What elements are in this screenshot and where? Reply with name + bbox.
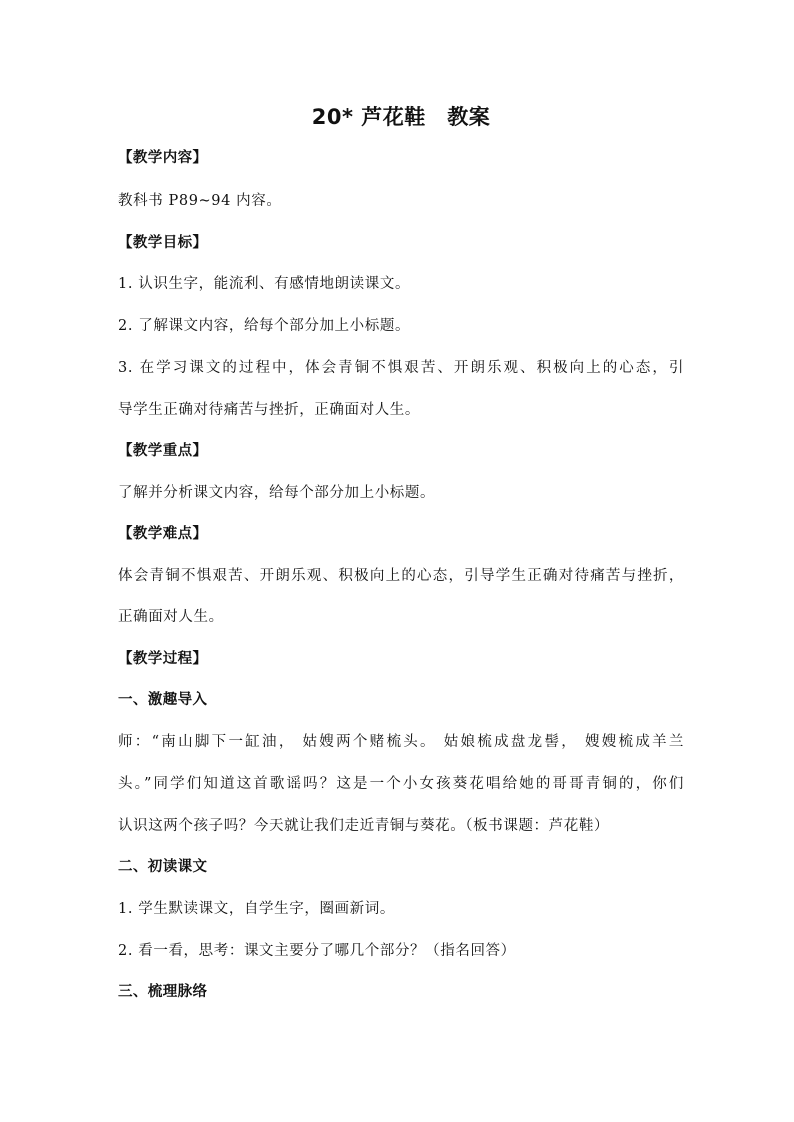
section-heading-key-points: 【教学重点】 <box>118 443 208 459</box>
paragraph-key-points: 了解并分析课文内容，给每个部分加上小标题。 <box>118 485 436 501</box>
section-heading-difficulties: 【教学难点】 <box>118 526 208 542</box>
goal-item-1: 1. 认识生字，能流利、有感情地朗读课文。 <box>118 276 411 292</box>
paragraph-difficulties-line-1: 体会青铜不惧艰苦、开朗乐观、积极向上的心态，引导学生正确对待痛苦与挫折， <box>118 568 684 584</box>
step-introduction-line-2: 头。”同学们知道这首歌谣吗？这是一个小女孩葵花唱给她的哥哥青铜的，你们 <box>118 776 684 792</box>
section-heading-teaching-process: 【教学过程】 <box>118 651 208 667</box>
paragraph-difficulties-line-2: 正确面对人生。 <box>118 609 224 625</box>
goal-item-2: 2. 了解课文内容，给每个部分加上小标题。 <box>118 318 411 334</box>
paragraph-teaching-content: 教科书 P89~94 内容。 <box>118 193 282 209</box>
step-heading-first-reading: 二、初读课文 <box>118 859 208 875</box>
page-title: 20* 芦花鞋 教案 <box>311 105 491 129</box>
section-heading-teaching-goals: 【教学目标】 <box>118 235 208 251</box>
goal-item-3-line-1: 3. 在学习课文的过程中，体会青铜不惧艰苦、开朗乐观、积极向上的心态，引 <box>118 360 684 376</box>
step-introduction-line-1: 师：“南山脚下一缸油， 姑嫂两个赌梳头。 姑娘梳成盘龙髻， 嫂嫂梳成羊兰 <box>118 734 684 750</box>
section-heading-teaching-content: 【教学内容】 <box>118 150 208 166</box>
step-first-reading-item-1: 1. 学生默读课文，自学生字，圈画新词。 <box>118 901 395 917</box>
step-heading-structure: 三、梳理脉络 <box>118 984 208 1000</box>
step-first-reading-item-2: 2. 看一看，思考：课文主要分了哪几个部分？（指名回答） <box>118 943 516 959</box>
goal-item-3-line-2: 导学生正确对待痛苦与挫折，正确面对人生。 <box>118 402 420 418</box>
step-introduction-line-3: 认识这两个孩子吗？今天就让我们走近青铜与葵花。（板书课题：芦花鞋） <box>118 818 610 834</box>
step-heading-introduction: 一、激趣导入 <box>118 692 208 708</box>
